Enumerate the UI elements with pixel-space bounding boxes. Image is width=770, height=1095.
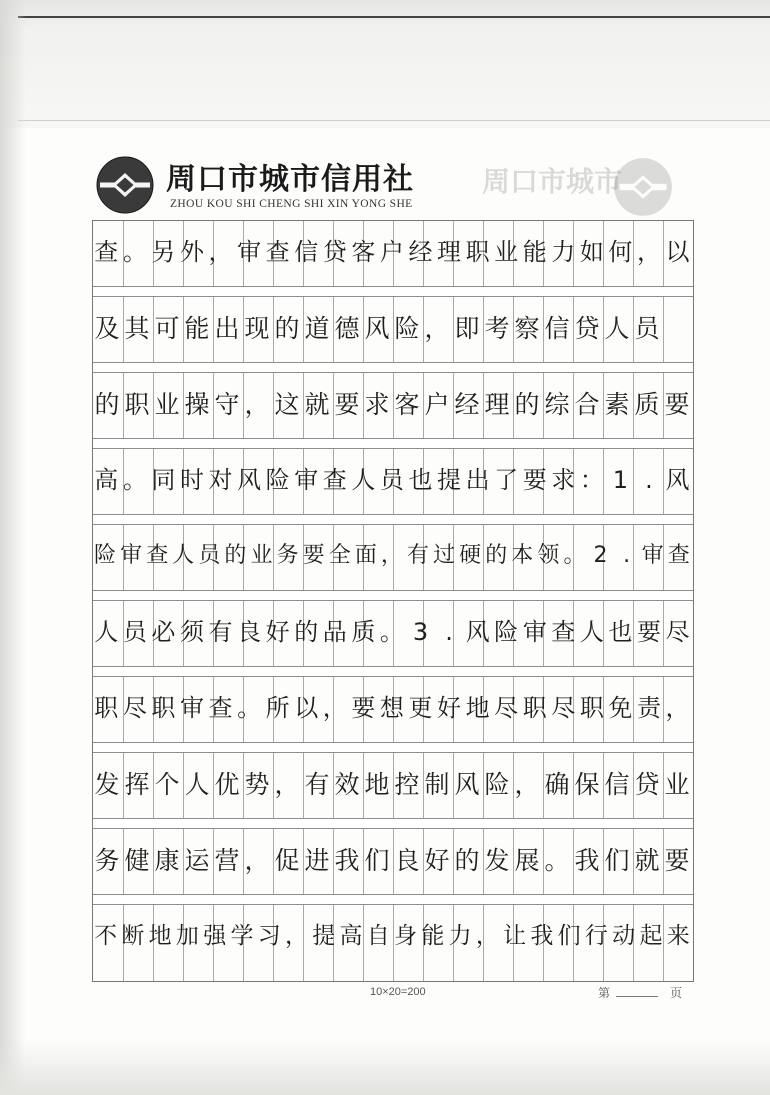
- manuscript-cell: 确: [544, 769, 570, 799]
- manuscript-cell: 查: [551, 618, 576, 646]
- manuscript-cell: 审: [522, 618, 547, 646]
- manuscript-cell: 及: [94, 313, 120, 343]
- manuscript-cell: 挥: [124, 769, 150, 799]
- manuscript-cell: 领: [537, 543, 560, 568]
- manuscript-cell: 保: [574, 769, 600, 799]
- manuscript-cell: 员: [122, 618, 147, 646]
- manuscript-cell: 更: [408, 694, 433, 722]
- manuscript-cell: 求: [364, 389, 390, 419]
- manuscript-cell: 要: [664, 389, 690, 419]
- manuscript-cell: 。: [237, 694, 262, 722]
- manuscript-cell: 来: [666, 922, 690, 949]
- manuscript-cell: 守: [214, 389, 240, 419]
- paper-top-band: [0, 0, 770, 128]
- manuscript-cell: 身: [394, 922, 418, 949]
- manuscript-cell: 如: [579, 238, 604, 266]
- manuscript-cell: 险: [265, 466, 290, 494]
- manuscript-cell: 操: [184, 389, 210, 419]
- manuscript-cell: 职: [94, 694, 119, 722]
- manuscript-cell: 1: [612, 466, 629, 494]
- manuscript-cell: 的: [454, 845, 480, 875]
- manuscript-cell: 学: [230, 922, 254, 949]
- manuscript-cell: 风: [465, 618, 490, 646]
- org-name: 周口市城市信用社: [166, 162, 414, 197]
- manuscript-cell: 审: [641, 543, 664, 568]
- manuscript-cell: 风: [454, 769, 480, 799]
- manuscript-cell: 能: [522, 238, 547, 266]
- manuscript-cell: 力: [551, 238, 576, 266]
- manuscript-cell: 出: [465, 466, 490, 494]
- coin-diamond-logo-icon: [96, 156, 154, 214]
- manuscript-cell: 的: [274, 313, 300, 343]
- manuscript-cell: 硬: [459, 543, 482, 568]
- manuscript-cell: 就: [634, 845, 660, 875]
- manuscript-cell: ，: [636, 238, 661, 266]
- manuscript-cell: ，: [424, 313, 450, 343]
- manuscript-cell: 发: [484, 845, 510, 875]
- manuscript-line: [92, 905, 692, 967]
- manuscript-cell: 这: [274, 389, 300, 419]
- fold-line: [18, 120, 770, 121]
- manuscript-cell: .: [623, 543, 631, 568]
- manuscript-cell: 我: [530, 922, 554, 949]
- manuscript-cell: 行: [584, 922, 608, 949]
- manuscript-cell: 好: [437, 694, 462, 722]
- manuscript-cell: 尽: [551, 694, 576, 722]
- manuscript-cell: 控: [394, 769, 420, 799]
- manuscript-cell: 。: [563, 543, 586, 568]
- grid-row-gap: [93, 514, 693, 525]
- manuscript-cell: 素: [604, 389, 630, 419]
- manuscript-cell: 险: [484, 769, 510, 799]
- manuscript-cell: 职: [124, 389, 150, 419]
- manuscript-cell: 求: [551, 466, 576, 494]
- manuscript-cell: 地: [465, 694, 490, 722]
- manuscript-cell: 查: [146, 543, 169, 568]
- manuscript-cell: 要: [636, 618, 661, 646]
- manuscript-cell: 发: [94, 769, 120, 799]
- manuscript-cell: 信: [294, 238, 319, 266]
- manuscript-cell: 高: [339, 922, 363, 949]
- manuscript-cell: 同: [151, 466, 176, 494]
- manuscript-cell: 加: [175, 922, 199, 949]
- manuscript-cell: ，: [244, 389, 270, 419]
- manuscript-cell: 人: [579, 618, 604, 646]
- manuscript-cell: 我: [334, 845, 360, 875]
- manuscript-cell: 员: [634, 313, 660, 343]
- manuscript-cell: 的: [294, 618, 319, 646]
- manuscript-cell: 何: [608, 238, 633, 266]
- scan-left-shadow: [0, 0, 26, 1095]
- manuscript-cell: ：: [579, 466, 604, 494]
- manuscript-cell: 险: [94, 543, 117, 568]
- manuscript-cell: 自: [366, 922, 390, 949]
- manuscript-cell: 审: [237, 238, 262, 266]
- manuscript-cell: 地: [148, 922, 172, 949]
- manuscript-cell: 务: [276, 543, 299, 568]
- manuscript-cell: 德: [334, 313, 360, 343]
- manuscript-cell: 理: [484, 389, 510, 419]
- manuscript-cell: 贷: [634, 769, 660, 799]
- manuscript-cell: ，: [208, 238, 233, 266]
- manuscript-cell: 另: [151, 238, 176, 266]
- manuscript-cell: 要: [522, 466, 547, 494]
- manuscript-cell: 强: [203, 922, 227, 949]
- manuscript-cell: 习: [257, 922, 281, 949]
- manuscript-cell: 个: [154, 769, 180, 799]
- manuscript-cell: 良: [394, 845, 420, 875]
- manuscript-cell: 品: [322, 618, 347, 646]
- manuscript-cell: 促: [274, 845, 300, 875]
- manuscript-cell: ，: [665, 694, 690, 722]
- manuscript-cell: 的: [514, 389, 540, 419]
- page-number-suffix: 页: [670, 986, 683, 1000]
- manuscript-cell: 审: [294, 466, 319, 494]
- manuscript-cell: ，: [380, 543, 403, 568]
- manuscript-cell: 。: [379, 618, 404, 646]
- grid-row-gap: [93, 286, 693, 297]
- manuscript-cell: 查: [94, 238, 119, 266]
- manuscript-cell: 人: [172, 543, 195, 568]
- manuscript-cell: 员: [379, 466, 404, 494]
- ghost-org-name: 周口市城市: [482, 165, 623, 198]
- manuscript-cell: 外: [179, 238, 204, 266]
- manuscript-line: [92, 677, 692, 739]
- manuscript-cell: 经: [454, 389, 480, 419]
- manuscript-cell: 信: [544, 313, 570, 343]
- manuscript-cell: 本: [511, 543, 534, 568]
- manuscript-line: [92, 829, 692, 891]
- manuscript-cell: 2: [593, 543, 608, 568]
- manuscript-cell: 业: [250, 543, 273, 568]
- manuscript-cell: 对: [208, 466, 233, 494]
- manuscript-line: [92, 373, 692, 435]
- manuscript-cell: 。: [122, 238, 147, 266]
- grid-row-gap: [93, 666, 693, 677]
- manuscript-cell: 有: [304, 769, 330, 799]
- manuscript-cell: 必: [151, 618, 176, 646]
- manuscript-cell: 户: [379, 238, 404, 266]
- scan-bottom-shadow: [0, 1040, 770, 1095]
- manuscript-cell: 尽: [122, 694, 147, 722]
- manuscript-cell: 提: [437, 466, 462, 494]
- manuscript-cell: 进: [304, 845, 330, 875]
- manuscript-cell: 险: [394, 313, 420, 343]
- manuscript-cell: 所: [265, 694, 290, 722]
- manuscript-cell: 尽: [665, 618, 690, 646]
- manuscript-cell: 们: [604, 845, 630, 875]
- manuscript-cell: 们: [364, 845, 390, 875]
- manuscript-cell: 险: [494, 618, 519, 646]
- manuscript-cell: 要: [334, 389, 360, 419]
- manuscript-cell: 康: [154, 845, 180, 875]
- manuscript-cell: 过: [433, 543, 456, 568]
- manuscript-cell: 考: [484, 313, 510, 343]
- grid-row-gap: [93, 894, 693, 905]
- manuscript-cell: 业: [664, 769, 690, 799]
- manuscript-cell: 贷: [574, 313, 600, 343]
- top-edge-rule: [18, 16, 770, 18]
- manuscript-cell: 动: [612, 922, 636, 949]
- manuscript-cell: 风: [364, 313, 390, 343]
- manuscript-cell: 查: [208, 694, 233, 722]
- manuscript-cell: 责: [636, 694, 661, 722]
- manuscript-cell: 现: [244, 313, 270, 343]
- manuscript-cell: 让: [503, 922, 527, 949]
- manuscript-cell: .: [645, 466, 653, 494]
- manuscript-cell: 优: [214, 769, 240, 799]
- manuscript-cell: 好: [424, 845, 450, 875]
- manuscript-cell: 业: [494, 238, 519, 266]
- manuscript-cell: 要: [351, 694, 376, 722]
- grid-row-gap: [93, 438, 693, 449]
- manuscript-cell: 健: [124, 845, 150, 875]
- manuscript-cell: 。: [544, 845, 570, 875]
- grid-count-label: 10×20=200: [370, 986, 426, 998]
- manuscript-cell: 效: [334, 769, 360, 799]
- manuscript-cell: 的: [94, 389, 120, 419]
- manuscript-cell: 地: [364, 769, 390, 799]
- manuscript-cell: 也: [408, 466, 433, 494]
- manuscript-cell: 其: [124, 313, 150, 343]
- manuscript-cell: 质: [634, 389, 660, 419]
- manuscript-cell: 经: [408, 238, 433, 266]
- manuscript-cell: 理: [437, 238, 462, 266]
- manuscript-cell: 良: [237, 618, 262, 646]
- manuscript-cell: 们: [557, 922, 581, 949]
- manuscript-cell: 我: [574, 845, 600, 875]
- manuscript-cell: 客: [394, 389, 420, 419]
- grid-row-gap: [93, 362, 693, 373]
- manuscript-cell: 职: [465, 238, 490, 266]
- manuscript-cell: 展: [514, 845, 540, 875]
- manuscript-cell: 查: [667, 543, 690, 568]
- manuscript-cell: 制: [424, 769, 450, 799]
- manuscript-cell: 人: [184, 769, 210, 799]
- manuscript-line: [92, 297, 692, 359]
- manuscript-cell: 起: [639, 922, 663, 949]
- manuscript-cell: 了: [494, 466, 519, 494]
- manuscript-cell: 须: [179, 618, 204, 646]
- grid-row-gap: [93, 742, 693, 753]
- manuscript-cell: 客: [351, 238, 376, 266]
- manuscript-cell: 务: [94, 845, 120, 875]
- manuscript-cell: 质: [351, 618, 376, 646]
- manuscript-cell: 以: [665, 238, 690, 266]
- manuscript-cell: 查: [265, 238, 290, 266]
- manuscript-cell: 信: [604, 769, 630, 799]
- manuscript-cell: 断: [121, 922, 145, 949]
- manuscript-cell: ，: [244, 845, 270, 875]
- manuscript-cell: 也: [608, 618, 633, 646]
- manuscript-cell: ，: [322, 694, 347, 722]
- manuscript-cell: 出: [214, 313, 240, 343]
- manuscript-cell: 查: [322, 466, 347, 494]
- manuscript-cell: 提: [312, 922, 336, 949]
- manuscript-cell: 能: [421, 922, 445, 949]
- manuscript-line: [92, 601, 692, 663]
- manuscript-cell: 合: [574, 389, 600, 419]
- manuscript-cell: 能: [184, 313, 210, 343]
- manuscript-cell: 职: [579, 694, 604, 722]
- org-name-pinyin: ZHOU KOU SHI CHENG SHI XIN YONG SHE: [170, 198, 413, 210]
- manuscript-cell: 有: [208, 618, 233, 646]
- manuscript-cell: 就: [304, 389, 330, 419]
- manuscript-cell: 力: [448, 922, 472, 949]
- manuscript-cell: ，: [475, 922, 499, 949]
- manuscript-cell: 要: [302, 543, 325, 568]
- manuscript-cell: 贷: [322, 238, 347, 266]
- manuscript-cell: ，: [274, 769, 300, 799]
- manuscript-cell: 营: [214, 845, 240, 875]
- manuscript-cell: 审: [179, 694, 204, 722]
- manuscript-cell: 职: [522, 694, 547, 722]
- manuscript-cell: 可: [154, 313, 180, 343]
- manuscript-cell: 想: [379, 694, 404, 722]
- manuscript-cell: 综: [544, 389, 570, 419]
- manuscript-cell: 不: [94, 922, 118, 949]
- manuscript-cell: 好: [265, 618, 290, 646]
- manuscript-cell: 员: [198, 543, 221, 568]
- manuscript-cell: 3: [412, 618, 429, 646]
- manuscript-cell: 免: [608, 694, 633, 722]
- grid-row-gap: [93, 590, 693, 601]
- manuscript-cell: 的: [485, 543, 508, 568]
- manuscript-cell: 即: [454, 313, 480, 343]
- manuscript-cell: 审: [120, 543, 143, 568]
- manuscript-cell: ，: [284, 922, 308, 949]
- manuscript-cell: 运: [184, 845, 210, 875]
- manuscript-cell: 有: [406, 543, 429, 568]
- manuscript-cell: 高: [94, 466, 119, 494]
- manuscript-cell: 要: [664, 845, 690, 875]
- manuscript-cell: 时: [179, 466, 204, 494]
- manuscript-cell: 风: [665, 466, 690, 494]
- manuscript-cell: 的: [224, 543, 247, 568]
- manuscript-cell: 业: [154, 389, 180, 419]
- manuscript-cell: 全: [328, 543, 351, 568]
- page-number-prefix: 第: [598, 986, 611, 1000]
- manuscript-cell: 人: [351, 466, 376, 494]
- manuscript-cell: 人: [94, 618, 119, 646]
- manuscript-cell: 面: [354, 543, 377, 568]
- manuscript-line: [92, 221, 692, 283]
- manuscript-cell: 职: [151, 694, 176, 722]
- manuscript-line: [92, 449, 692, 511]
- manuscript-cell: 人: [604, 313, 630, 343]
- manuscript-cell: 察: [514, 313, 540, 343]
- manuscript-cell: 风: [237, 466, 262, 494]
- manuscript-cell: 势: [244, 769, 270, 799]
- manuscript-cell: 户: [424, 389, 450, 419]
- manuscript-line: [92, 525, 692, 587]
- manuscript-cell: 。: [122, 466, 147, 494]
- manuscript-cell: 以: [294, 694, 319, 722]
- page-number-blank: [616, 996, 658, 997]
- manuscript-cell: 道: [304, 313, 330, 343]
- grid-row-gap: [93, 818, 693, 829]
- manuscript-cell: 尽: [494, 694, 519, 722]
- manuscript-cell: ，: [514, 769, 540, 799]
- manuscript-line: [92, 753, 692, 815]
- manuscript-cell: .: [445, 618, 453, 646]
